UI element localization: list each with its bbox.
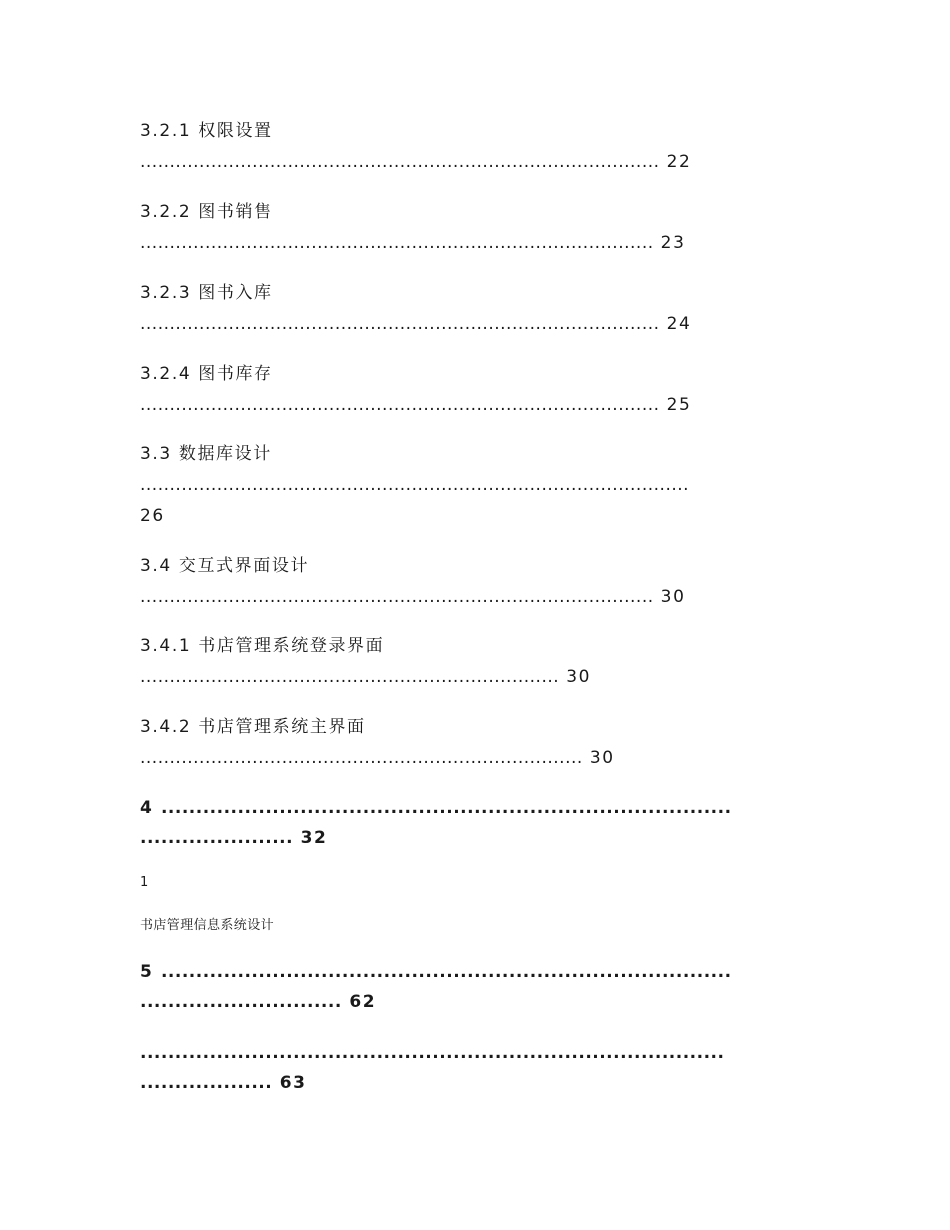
- toc-entry-title: 3.4.2 书店管理系统主界面: [140, 717, 366, 737]
- toc-leader-dots: ........................................................................................: [140, 152, 660, 172]
- toc-entry-leader-line: [140, 394, 691, 416]
- toc-entry-leader-line: [140, 474, 689, 496]
- toc-page-number: 32: [300, 828, 328, 848]
- running-header-title: 书店管理信息系统设计: [140, 918, 275, 933]
- toc-leader-dots: ....................................................................................: [140, 1043, 725, 1063]
- toc-leader-dots: ...................: [140, 1073, 273, 1093]
- toc-entry-title: 3.2.4 图书库存: [140, 364, 273, 384]
- toc-leader-dots: ..................................................................................: [160, 798, 732, 818]
- toc-entry-title: 3.4.1 书店管理系统登录界面: [140, 636, 385, 656]
- toc-chapter-line: [140, 1042, 724, 1064]
- toc-entry-title: 3.2.2 图书销售: [140, 202, 273, 222]
- page-number: 1: [140, 875, 149, 890]
- toc-page-number: 25: [666, 395, 692, 415]
- toc-entry-title: 3.2.3 图书入库: [140, 283, 273, 303]
- toc-leader-dots: ........................................................................................: [140, 395, 660, 415]
- toc-leader-dots: .......................................................................: [140, 667, 560, 687]
- toc-chapter-number: 5: [140, 962, 154, 982]
- toc-entry-title: 3.2.1 权限设置: [140, 121, 273, 141]
- toc-page-number: 30: [660, 587, 686, 607]
- toc-leader-dots: ...........................................................................: [140, 748, 583, 768]
- toc-leader-dots: ..................................................................................: [160, 962, 732, 982]
- toc-chapter-line: [140, 961, 732, 983]
- toc-chapter-line-continued: [140, 827, 327, 849]
- toc-chapter-number: 4: [140, 798, 154, 818]
- toc-entry-title: 3.4 交互式界面设计: [140, 556, 310, 576]
- toc-leader-dots: .......................................................................................: [140, 587, 654, 607]
- toc-entry-leader-line: [140, 151, 691, 173]
- toc-chapter-line-continued: [140, 991, 376, 1013]
- toc-leader-dots: .......................................................................................: [140, 233, 654, 253]
- toc-entry-leader-line: [140, 666, 591, 688]
- toc-entry-leader-line: [140, 232, 686, 254]
- toc-entry-leader-line: [140, 747, 615, 769]
- toc-page-number: 30: [589, 748, 615, 768]
- toc-leader-dots: ......................: [140, 828, 294, 848]
- toc-entry-leader-line: [140, 313, 691, 335]
- toc-page-number: 23: [660, 233, 686, 253]
- toc-leader-dots: ........................................................................................: [140, 314, 660, 334]
- toc-page-number: 24: [666, 314, 692, 334]
- toc-page-number: 22: [666, 152, 692, 172]
- toc-leader-dots: .............................: [140, 992, 342, 1012]
- toc-page-number: 26: [140, 506, 165, 526]
- toc-page-number: 63: [279, 1073, 307, 1093]
- toc-chapter-line: [140, 797, 732, 819]
- toc-chapter-line-continued: [140, 1072, 307, 1094]
- toc-page-number: 62: [349, 992, 377, 1012]
- toc-leader-dots: .............................................................................................: [140, 475, 690, 495]
- toc-page-number: 30: [566, 667, 592, 687]
- toc-entry-leader-line: [140, 586, 686, 608]
- toc-entry-title: 3.3 数据库设计: [140, 444, 272, 464]
